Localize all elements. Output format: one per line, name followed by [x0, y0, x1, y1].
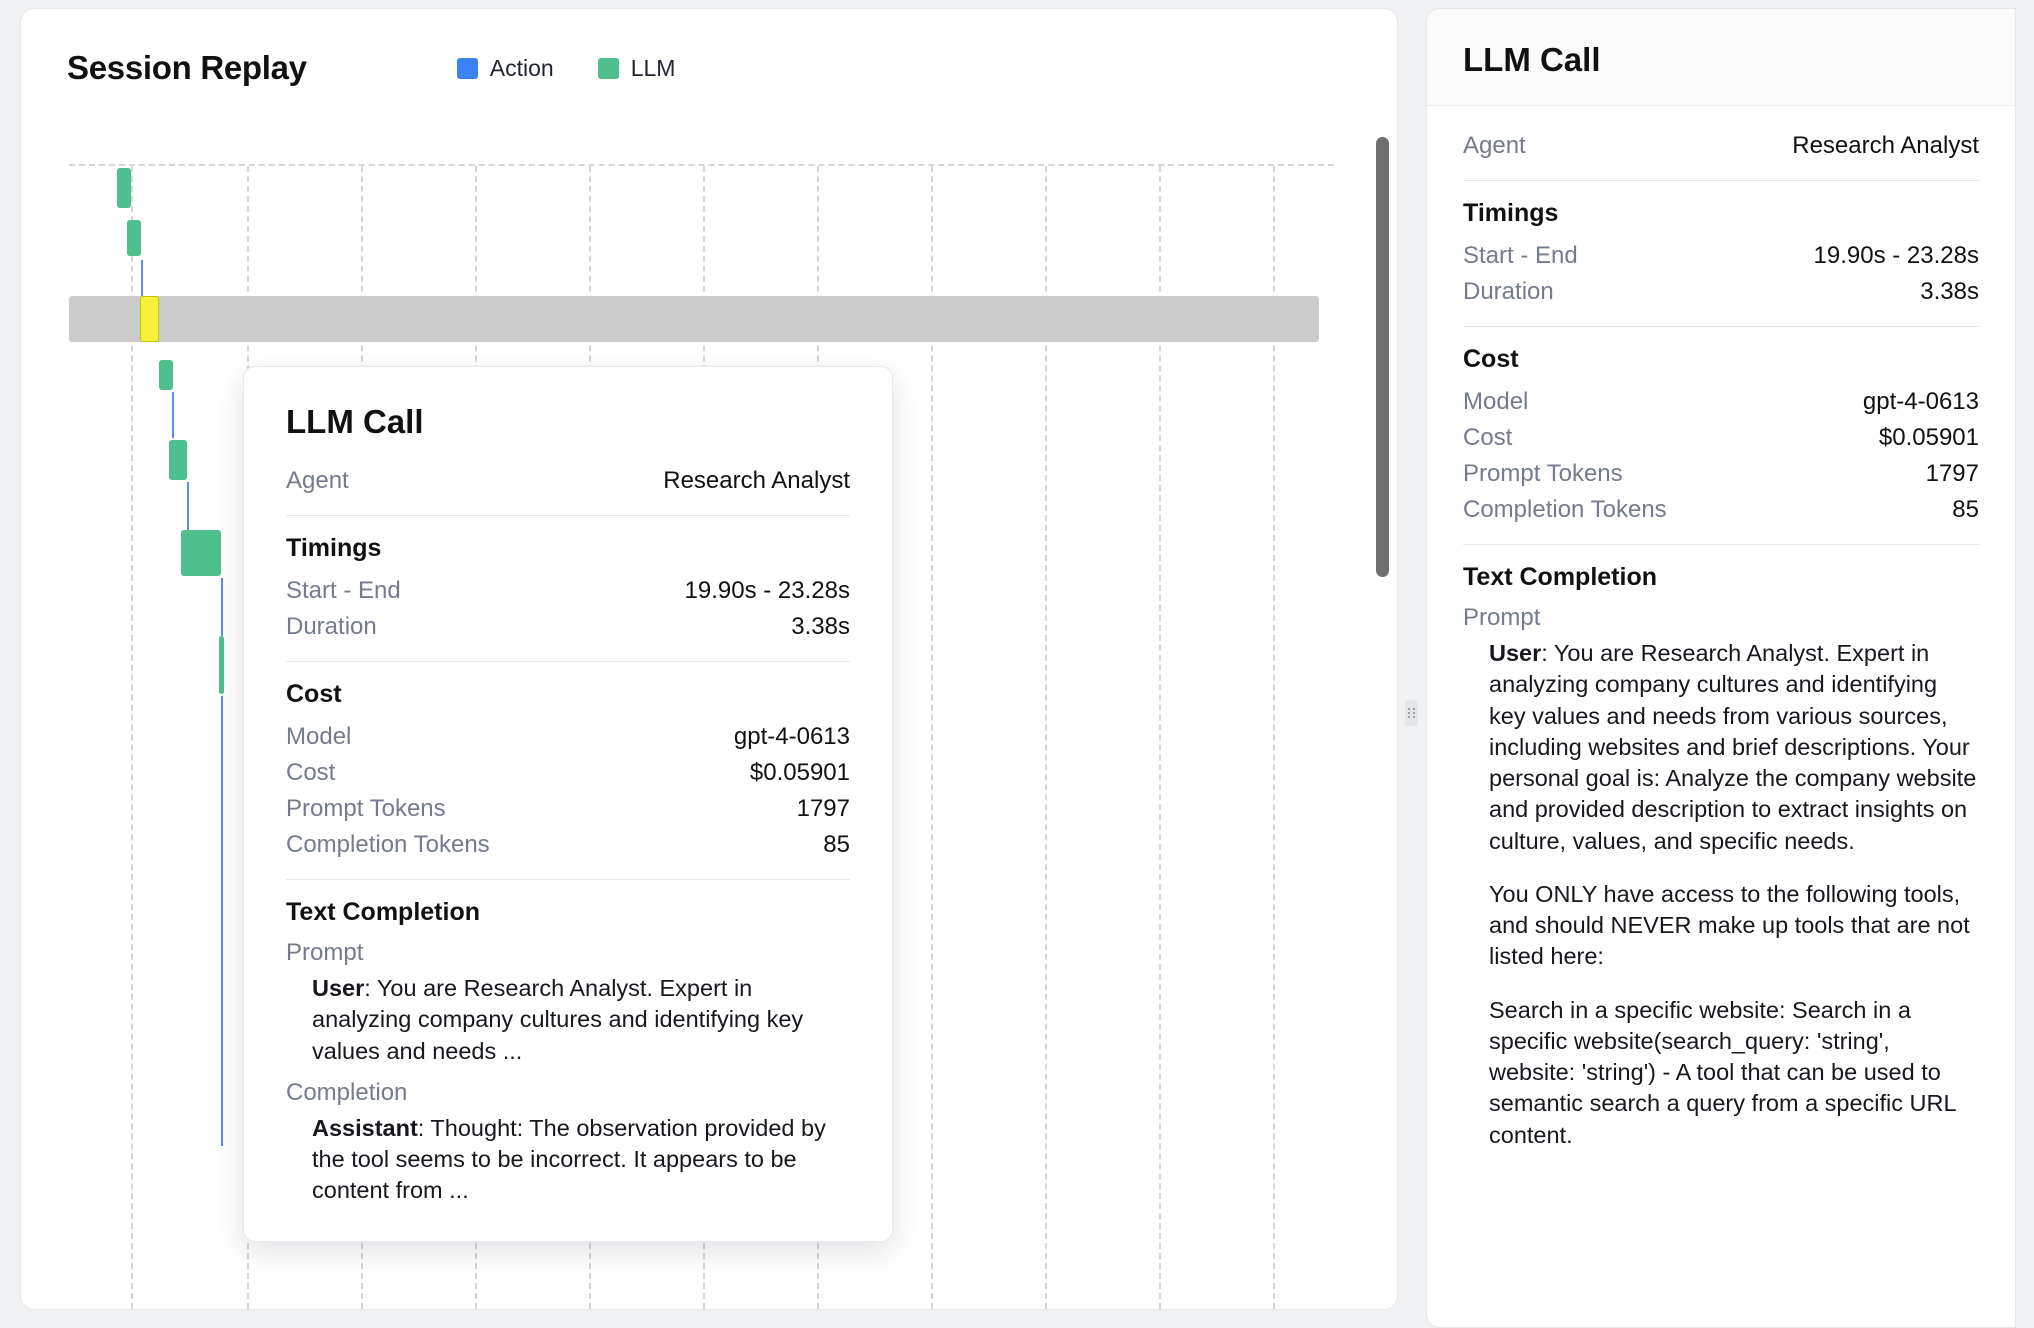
- timeline-span-llm[interactable]: [159, 360, 173, 390]
- legend-label-llm: LLM: [630, 54, 676, 81]
- timeline-span-llm[interactable]: [181, 530, 221, 576]
- detail-agent-value: Research Analyst: [1792, 132, 1979, 159]
- tooltip-completion-role: Assistant: [312, 1114, 418, 1141]
- detail-cost-row: [1463, 420, 1979, 456]
- session-replay-panel: [20, 8, 1398, 1310]
- tooltip-prompt-tokens-row: [286, 791, 850, 827]
- tooltip-agent-label: Agent: [286, 467, 349, 494]
- tooltip-cost-value: $0.05901: [749, 759, 850, 786]
- detail-duration-label: Duration: [1463, 278, 1554, 305]
- detail-header: [1427, 9, 2015, 106]
- detail-prompt-paragraph: [1489, 638, 1979, 857]
- page-title: Session Replay: [67, 49, 307, 86]
- detail-timings-title: Timings: [1463, 199, 1559, 227]
- detail-prompt-role: User: [1489, 640, 1542, 666]
- tooltip-cost-title: Cost: [286, 680, 342, 708]
- timeline-span-selected[interactable]: [140, 296, 159, 342]
- timeline-connector: [141, 260, 143, 296]
- tooltip-start-end-value: 19.90s - 23.28s: [684, 577, 850, 604]
- session-replay-header: [21, 9, 1397, 87]
- tooltip-start-end-row: [286, 573, 850, 609]
- detail-title: LLM Call: [1463, 41, 1601, 78]
- tooltip-model-value: gpt-4-0613: [733, 723, 850, 750]
- legend-swatch-action-icon: [457, 58, 478, 79]
- tooltip-duration-label: Duration: [286, 613, 377, 640]
- tooltip-start-end-label: Start - End: [286, 577, 401, 604]
- tooltip-completion-message: [286, 1113, 850, 1207]
- llm-call-tooltip: [243, 366, 893, 1242]
- detail-completion-tokens-value: 85: [1952, 496, 1979, 523]
- detail-model-label: Model: [1463, 388, 1529, 415]
- timeline-connector: [187, 482, 189, 532]
- tooltip-model-row: [286, 719, 850, 755]
- tooltip-model-label: Model: [286, 723, 352, 750]
- tooltip-completion-label: Completion: [286, 1078, 408, 1106]
- timeline-vertical-scrollbar[interactable]: [1376, 137, 1389, 577]
- tooltip-prompt-label: Prompt: [286, 939, 364, 966]
- detail-prompt-tokens-label: Prompt Tokens: [1463, 460, 1623, 487]
- tooltip-completion-tokens-row: [286, 827, 850, 863]
- tooltip-duration-value: 3.38s: [791, 613, 850, 640]
- detail-duration-row: [1463, 274, 1979, 310]
- detail-prompt-tokens-value: 1797: [1925, 460, 1979, 487]
- detail-cost-label: Cost: [1463, 424, 1513, 451]
- detail-prompt-text-1: : You are Research Analyst. Expert in analyzing company cultures and identifying key values and needs from various sources, including websites and brief descriptions.: [1489, 640, 1948, 760]
- detail-prompt-message: [1463, 638, 1979, 1151]
- tooltip-prompt-tokens-label: Prompt Tokens: [286, 795, 446, 822]
- detail-agent-label: Agent: [1463, 132, 1526, 159]
- tooltip-duration-row: [286, 609, 850, 645]
- detail-start-end-label: Start - End: [1463, 242, 1578, 269]
- timeline-span-llm[interactable]: [219, 636, 224, 694]
- detail-prompt-tokens-row: [1463, 456, 1979, 492]
- detail-completion-tokens-row: [1463, 492, 1979, 528]
- detail-model-row: [1463, 384, 1979, 420]
- detail-body: [1427, 106, 2015, 1151]
- tooltip-cost-label: Cost: [286, 759, 336, 786]
- detail-prompt-text-2: Your personal goal is: Analyze the company website and provided description to extract insights on culture, values, and specific needs.: [1489, 733, 1977, 854]
- timeline-connector: [221, 578, 223, 636]
- detail-cost-value: $0.05901: [1878, 424, 1979, 451]
- tooltip-agent-value: Research Analyst: [663, 467, 850, 494]
- legend-swatch-llm-icon: [598, 58, 619, 79]
- detail-agent-row: [1463, 128, 1979, 164]
- tooltip-prompt-message: [286, 973, 850, 1067]
- legend: [457, 55, 676, 82]
- divider: [286, 661, 850, 662]
- detail-prompt-paragraph: Search in a specific website: Search in a specific website(search_query: 'string', website: 'string') - A tool that can be used to semantic search a query from a specific URL content.: [1489, 996, 1956, 1148]
- detail-text-completion-title: Text Completion: [1463, 563, 1657, 591]
- timeline-root-span[interactable]: [69, 296, 1319, 342]
- detail-start-end-value: 19.90s - 23.28s: [1813, 242, 1979, 269]
- timeline-span-llm[interactable]: [169, 440, 187, 480]
- tooltip-completion-tokens-label: Completion Tokens: [286, 831, 490, 858]
- legend-item-action: [457, 55, 554, 82]
- tooltip-completion-tokens-value: 85: [823, 831, 850, 858]
- detail-start-end-row: [1463, 238, 1979, 274]
- detail-model-value: gpt-4-0613: [1862, 388, 1979, 415]
- tooltip-timings-title: Timings: [286, 534, 382, 562]
- legend-item-llm: [598, 55, 676, 82]
- detail-duration-value: 3.38s: [1920, 278, 1979, 305]
- tooltip-completion-text: : Thought: The observation provided by the tool seems to be incorrect. It appears to be content from ...: [312, 1114, 826, 1204]
- timeline-span-llm[interactable]: [117, 168, 131, 208]
- divider: [286, 515, 850, 516]
- tooltip-prompt-role: User: [312, 975, 365, 1001]
- divider: [1463, 180, 1979, 181]
- panel-resize-handle-icon[interactable]: [1405, 700, 1418, 726]
- llm-call-detail-panel: [1426, 8, 2016, 1328]
- detail-prompt-paragraph: You ONLY have access to the following tools, and should NEVER make up tools that are not listed here:: [1489, 880, 1970, 970]
- tooltip-cost-row: [286, 755, 850, 791]
- detail-prompt-label: Prompt: [1463, 604, 1541, 631]
- divider: [1463, 544, 1979, 545]
- tooltip-agent-row: [286, 463, 850, 499]
- timeline-connector: [221, 696, 223, 1146]
- detail-cost-title: Cost: [1463, 345, 1519, 373]
- detail-completion-tokens-label: Completion Tokens: [1463, 496, 1667, 523]
- timeline-span-llm[interactable]: [127, 220, 141, 256]
- tooltip-title: LLM Call: [286, 403, 424, 440]
- panel-divider[interactable]: [1398, 0, 1426, 1328]
- divider: [286, 879, 850, 880]
- timeline-connector: [172, 392, 174, 438]
- divider: [1463, 326, 1979, 327]
- tooltip-text-completion-title: Text Completion: [286, 898, 480, 926]
- legend-label-action: Action: [489, 54, 554, 81]
- tooltip-prompt-tokens-value: 1797: [796, 795, 850, 822]
- tooltip-prompt-text: : You are Research Analyst. Expert in analyzing company cultures and identifying key values and needs ...: [312, 975, 804, 1064]
